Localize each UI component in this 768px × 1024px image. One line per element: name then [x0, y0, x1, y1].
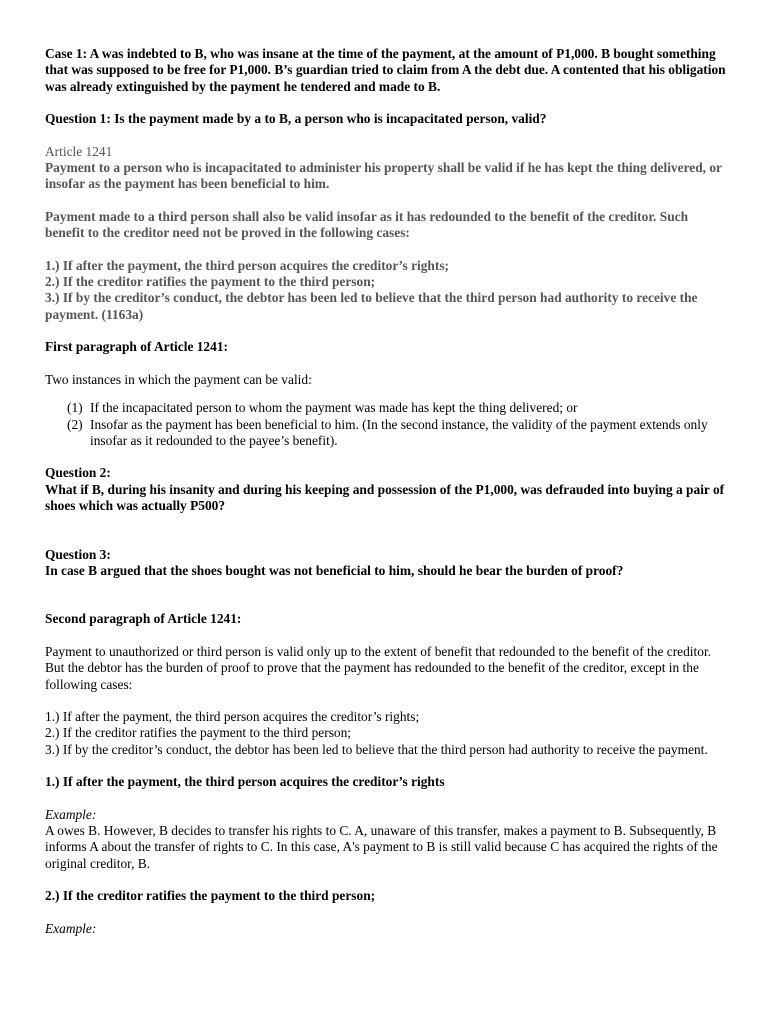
instances-list [45, 400, 728, 449]
sub-heading-1: 1.) If after the payment, the third person acquires the creditor’s rights [45, 774, 445, 790]
sub-heading-2: 2.) If the creditor ratifies the payment to the third person; [45, 888, 376, 904]
list-item [67, 417, 728, 450]
list-item-text: If the incapacitated person to whom the payment was made has kept the thing delivered; or [90, 400, 578, 416]
article-case-2: 2.) If the creditor ratifies the payment to the third person; [45, 274, 376, 290]
example-label-1: Example: [45, 806, 97, 822]
question-3-label: Question 3: [45, 546, 111, 562]
list-item [67, 400, 728, 416]
article-paragraph-2: Payment made to a third person shall also be valid insofar as it has redounded to the benefit of the creditor. Such benefit to the creditor need not be proved in the following cases: [45, 208, 689, 241]
first-paragraph-heading: First paragraph of Article 1241: [45, 339, 228, 355]
article-case-1: 1.) If after the payment, the third person acquires the creditor’s rights; [45, 257, 450, 273]
second-paragraph-text: Payment to unauthorized or third person is valid only up to the extent of benefit that redounded to the benefit of the creditor. But the debtor has the burden of proof to prove that the payment has redounded to the benefit of the creditor, except in the following cases: [45, 643, 712, 692]
list-item-number: (1) [67, 400, 83, 416]
question-3-text: In case B argued that the shoes bought was not beneficial to him, should he bear the burden of proof? [45, 562, 624, 578]
question-2-text: What if B, during his insanity and during his keeping and possession of the P1,000, was defrauded into buying a pair of shoes which was actually P500? [45, 481, 725, 514]
second-case-2: 2.) If the creditor ratifies the payment to the third person; [45, 725, 352, 741]
second-case-1: 1.) If after the payment, the third person acquires the creditor’s rights; [45, 708, 420, 724]
second-paragraph-case-list [45, 709, 728, 758]
list-item-number: (2) [67, 416, 83, 432]
article-paragraph-1: Payment to a person who is incapacitated to administer his property shall be valid if he has kept the thing delivered, or insofar as the payment has been beneficial to him. [45, 160, 722, 192]
example-text-1: A owes B. However, B decides to transfer his rights to C. A, unaware of this transfer, makes a payment to B. Subsequently, B informs A about the transfer of rights to C. In this case, A's payment to B is still valid because C has acquired the rights of the original creditor, B. [45, 823, 718, 871]
list-item-text: Insofar as the payment has been beneficial to him. (In the second instance, the validity of the payment extends only insofar as it redounded to the payee’s benefit). [90, 416, 708, 448]
question-3-block [45, 547, 728, 580]
question-2-label: Question 2: [45, 465, 111, 481]
article-1241-block [45, 144, 728, 324]
second-case-3: 3.) If by the creditor’s conduct, the debtor has been led to believe that the third person had authority to receive the payment. [45, 741, 708, 757]
second-paragraph-heading: Second paragraph of Article 1241: [45, 611, 242, 627]
first-paragraph-intro: Two instances in which the payment can be valid: [45, 371, 312, 387]
article-title: Article 1241 [45, 143, 113, 159]
example-label-2: Example: [45, 920, 97, 936]
case-1-text: Case 1: A was indebted to B, who was insane at the time of the payment, at the amount of P1,000. B bought something that was supposed to be free for P1,000. B’s guardian tried to claim from A the debt due. A contented that his obligation was already extinguished by the payment he tendered and made to B. [45, 46, 726, 94]
article-case-list [45, 258, 728, 324]
question-2-block [45, 465, 728, 514]
article-case-3: 3.) If by the creditor’s conduct, the debtor has been led to believe that the third person had authority to receive the payment. (1163a) [45, 290, 698, 322]
question-1: Question 1: Is the payment made by a to B, a person who is incapacitated person, valid? [45, 111, 547, 127]
